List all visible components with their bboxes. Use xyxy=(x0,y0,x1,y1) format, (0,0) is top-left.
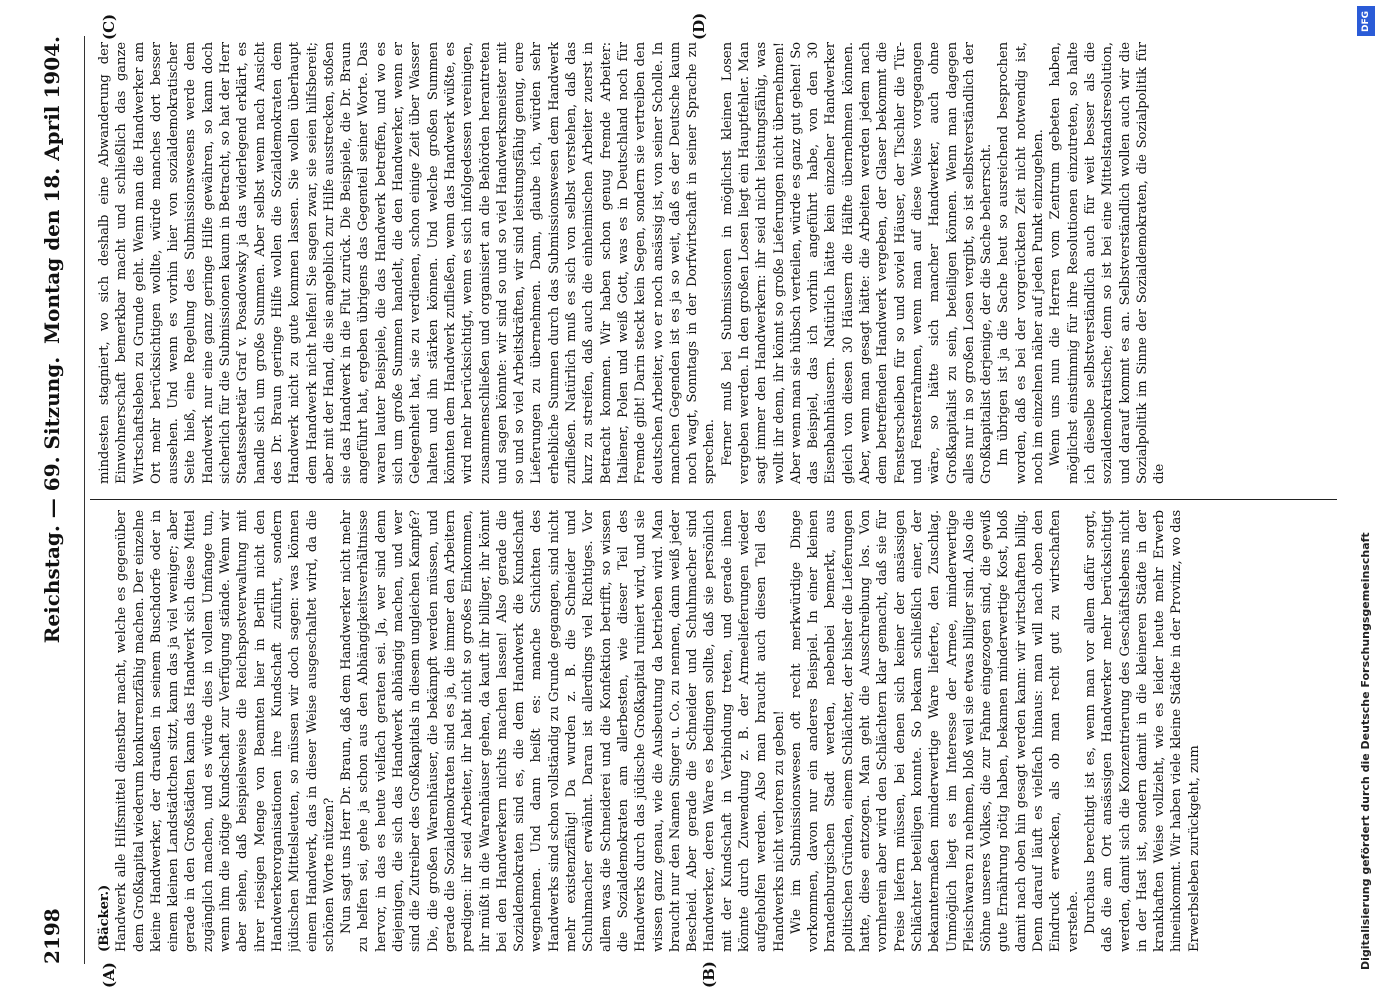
page-number: 2198 xyxy=(40,908,64,964)
paragraph: Ferner muß bei Submissionen in möglichst kleinen Losen vergeben werden. In den großen Losen liegt ein Hauptfehler. Man sagt immer den Handwerkern: ihr seid nicht leistungsfähig, was wollt ihr denn, ihr könnt so große Lieferungen nicht übernehmen! Aber wenn man sie hübsch verteilen, würde es ganz gut gehen! So das Beispiel, das ich vorhin angeführt habe, von den 30 Eisenbahnhäusern. Natürlich hätte kein einzelner Handwerker gleich von diesen 30 Häusern die Hälfte übernehmen können. Aber, wenn man gesagt hätte: die Arbeiten werden jedem nach dem betreffenden Handwerk vergeben, der Glaser bekommt die Fensterscheiben für so und soviel Häuser, der Tischler die Tür- und Fensterrahmen, wenn man auf diese Weise vorgegangen wäre, so hätte sich mancher Handwerker, auch ohne Großkapitalist zu sein, beteiligen können. Wenn man dagegen alles nur in so großen Losen vergibt, so ist selbstverständlich der Großkapitalist derjenige, der die Sache beherrscht. xyxy=(719,42,995,484)
digitization-credit xyxy=(1351,0,1381,1000)
paragraph: Nun sagt uns Herr Dr. Braun, daß dem Handwerker nicht mehr zu helfen sei, gehe ja schon aus den Abhängigkeitsverhältnisse hervor, in das es heute vielfach geraten sei. Ja, wer sind denn diejenigen, die sich das Handwerk abhängig machen, und wer sind die Zutreiber des Großkapitals in diesem ungleichen Kampfe? Die, die großen Warenhäuser, die bekämpft werden müssen, und gerade die Sozialdemokraten sind es ja, die immer den Arbeitern predigen: ihr seid Arbeiter, ihr habt nicht so großes Einkommen, ihr müßt in die Warenhäuser gehen, da kauft ihr billiger, ihr könnt bei den Handwerkern nichts machen lassen! Also gerade die Sozialdemokraten sind es, die dem Handwerk die Kundschaft wegnehmen. Und dann heißt es: manche Schichten des Handwerks sind schon vollständig zu Grunde gegangen, sind nicht mehr existenzfähig! Da wurden z. B. die Schneider und Schuhmacher erwähnt. Daran ist allerdings viel Richtiges. Vor allem was die Schneiderei und die Konfektion betrifft, so wissen die Sozialdemokraten am allerbesten, wie dieser Teil des Handwerks durch das jüdische Großkapital ruiniert wird, und sie wissen ganz genau, wie die Ausbeutung da betrieben wird. Man braucht nur den Namen Singer u. Co. zu nennen, dann weiß jeder Bescheid. Aber gerade die Schneider und Schuhmacher sind Handwerker, deren Ware es bedingen sollte, daß sie persönlich mit der Kundschaft in Verbindung treten, und gerade ihnen könnte durch Zuwendung z. B. der Armeelieferungen wieder aufgeholfen werden. Also man braucht auch diesen Teil des Handwerks nicht verloren zu geben! xyxy=(339,510,787,952)
margin-mark-c: (C) xyxy=(100,13,118,40)
column-divider xyxy=(90,499,1337,500)
margin-mark-b: (B) xyxy=(700,961,718,988)
session-date: Montag den 18. April 1904. xyxy=(40,36,64,344)
right-column xyxy=(96,42,1337,484)
paragraph: Wenn uns nun die Herren vom Zentrum gebeten haben, möglichst einstimmig für ihre Resolutionen einzutreten, so halte ich dieselbe selbstverständlich auch für weit besser als die sozialdemokratische; denn so ist bei eine Mittelstandsresolution, und darauf kommt es an. Selbstverständlich wollen auch wir die Sozialpolitik im Sinne der Sozialdemokraten, die Sozialpolitik für die xyxy=(1048,42,1168,484)
paragraph: Im übrigen ist ja die Sache heut so ausreichend besprochen worden, daß es bei der vorgerückten Zeit nicht notwendig ist, noch im einzelnen näher auf jeden Punkt einzugehen. xyxy=(996,42,1047,484)
left-column xyxy=(96,510,1337,952)
margin-mark-d: (D) xyxy=(690,12,708,40)
header-rule xyxy=(84,36,85,964)
speaker-label: (Bäcker.) xyxy=(97,884,112,952)
paragraph: mindesten stagniert, wo sich deshalb eine Abwanderung der Einwohnerschaft bemerkbar macht und schließlich das ganze Wirtschaftsleben zu Grunde geht. Wenn man die Handwerker am Ort mehr berücksichtigen wollte, würde manches dort besser aussehen. Und wenn es vorhin hier von sozialdemokratischer Seite hieß, eine Regelung des Submissionswesens werde dem Handwerk nur eine ganz geringe Hilfe gewähren, so kann doch sicherlich für die Submissionen kaum in Betracht, so hat der Herr Staatssekretär Graf v. Posadowsky ja das widerlegend erklärt, es handle sich um große Summen. Aber selbst wenn nach Ansicht des Dr. Braun geringe Hilfe wollen die Sozialdemokraten dem Handwerk nicht zu gute kommen lassen. Sie wollen überhaupt dem Handwerk nicht helfen! Sie sagen zwar, sie seien hilfsbereit; aber mit der Hand, die sie angeblich zur Hilfe ausstrecken, stoßen sie das Handwerk in die Flut zurück. Die Beispiele, die Dr. Braun angeführt hat, ergeben übrigens das Gegenteil seiner Worte. Das waren lauter Beispiele, die das Handwerk betreffen, und wo es sich um große Summen handelt, die den Handwerker, wenn er Gelegenheit hat, sie zu verdienen, schon einige Zeit über Wasser halten und ihn stärken können. Und welche großen Summen könnten dem Handwerk zufließen, wenn das Handwerk wüßte, es wird mehr berücksichtigt, wenn es sich infolgedessen vereinigen, zusammenschließen und organisiert an die Behörden herantreten und sagen könnte: wir sind so und so viel Handwerksmeister mit so und so viel Arbeitskräften, wir sind leistungsfähig genug, eure Lieferungen zu übernehmen. Dann, glaube ich, würden sehr erhebliche Summen durch das Submissionswesen dem Handwerk zufließen. Natürlich muß es sich von selbst verstehen, daß das kurz zu streifen, daß auch die einheimischen Arbeiter zuerst in Betracht kommen. Wir haben schon genug fremde Arbeiter: Italiener, Polen und weiß Gott, was es in Deutschland noch für Fremde gibt! Darin steckt kein Segen, sondern sie vertreiben den deutschen Arbeiter, wo er noch ansässig ist, von seiner Scholle. In manchen Gegenden ist es ja so weit, daß es der Deutsche kaum noch wagt, Sonntags in der Dorfwirtschaft in seiner Sprache zu sprechen. xyxy=(97,42,718,484)
paragraph: Durchaus berechtigt ist es, wenn man vor allem dafür sorgt, daß die am Ort ansässigen Handwerker mehr berücksichtigt werden, damit sich die Konzentrierung des Geschäftslebens nicht in der Hast ist, sondern damit in die kleineren Städte in der krankhaften Weise vollzieht, wie es leider heute mehr Erwerb hineinkommt. Wir haben viele kleine Städte in der Provinz, wo das Erwerbsleben zurückgeht, zum xyxy=(1082,510,1202,952)
dfg-logo: DFG xyxy=(1357,6,1375,36)
margin-mark-a: (A) xyxy=(100,962,118,988)
paragraph: Wie im Submissionswesen oft recht merkwürdige Dinge vorkommen, davon nur ein anderes Beispiel. In einer kleinen brandenburgischen Stadt werden, nebenbei bemerkt, aus politischen Gründen, einem Schlächter, der bisher die Lieferungen hatte, diese entzogen. Man geht die Ausschreibung los. Von vornherein aber wird den Schlächtern klar gemacht, daß sie für Preise liefern müssen, bei denen sich keiner der ansässigen Schlächter beteiligen konnte. So bekam schließlich einer, der bekanntermaßen minderwertige Ware lieferte, den Zuschlag. Unmöglich liegt es im Interesse der Armee, minderwertige Fleischwaren zu nehmen, bloß weil sie etwas billiger sind. Also die Söhne unseres Volkes, die zur Fahne eingezogen sind, die gewiß gute Ernährung nötig haben, bekamen minderwertige Kost, bloß damit nach oben hin gesagt werden kann: wir wirtschaften billig. Denn darauf läuft es vielfach hinaus: man will nach oben den Eindruck erwecken, als ob man recht gut zu wirtschaften verstehe. xyxy=(788,510,1081,952)
session-title: Reichstag. — 69. Sitzung. xyxy=(40,356,64,644)
paragraph: Handwerk alle Hilfsmittel dienstbar macht, welche es gegenüber dem Großkapital wiederum konkurrenzfähig machen. Der einzelne kleine Handwerker, der draußen in seinem Buschdorfe oder in einem kleinen Landstädtchen sitzt, kann das ja viel weniger; aber gerade in den Großstädten kann das Handwerk sich diese Mittel zugänglich machen, und es würde dies in vollem Umfange tun, wenn ihm die nötige Kundschaft zur Verfügung stände. Wenn wir aber sehen, daß beispielsweise die Reichspostverwaltung mit ihrer riesigen Menge von Beamten hier in Berlin nicht den Handwerkerorganisationen ihre Kundschaft zuführt, sondern jüdischen Mittelsleuten, so müssen wir doch sagen: was können einem Handwerk, das in dieser Weise ausgeschaltet wird, da die schönen Worte nützen? xyxy=(114,510,337,952)
credit-text: Digitalisierung gefördert durch die Deutsche Forschungsgemeinschaft xyxy=(1359,532,1372,970)
page-header xyxy=(40,36,76,964)
